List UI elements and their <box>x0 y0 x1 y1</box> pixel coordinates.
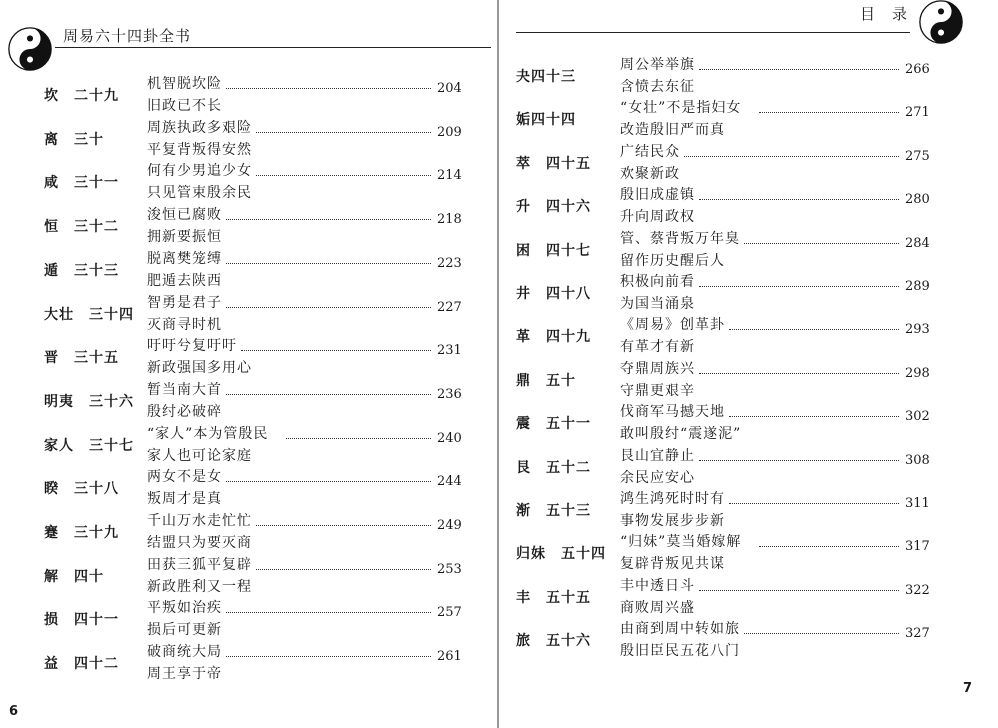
verse-line-1: 平叛如治疾 <box>147 600 222 617</box>
page-ref: 240 <box>437 430 462 446</box>
hexagram-title: 井 四十八 <box>516 286 591 302</box>
page-ref: 317 <box>905 539 930 555</box>
page-ref: 311 <box>905 496 930 511</box>
toc-entry <box>0 510 499 554</box>
verse-line-1: 广结民众 <box>620 143 680 160</box>
toc-entry <box>499 358 998 402</box>
header-rule <box>516 32 910 33</box>
page-ref: 231 <box>437 343 462 359</box>
dot-leader <box>729 503 899 504</box>
hexagram-title: 大壮 三十四 <box>44 306 134 323</box>
page-ref: 249 <box>437 518 462 533</box>
dot-leader <box>226 394 431 395</box>
verse-line-2: 灭商寻时机 <box>147 316 222 333</box>
page-number: 7 <box>963 681 973 696</box>
verse-line-2: 升向周政权 <box>620 209 695 226</box>
verse-line-1: 伐商军马撼天地 <box>620 404 725 421</box>
toc-entry <box>0 248 499 292</box>
verse-line-1: 暂当南大首 <box>147 381 222 398</box>
hexagram-title: 渐 五十三 <box>516 503 591 519</box>
toc-entry <box>0 641 499 685</box>
dot-leader <box>699 69 899 70</box>
toc-entry <box>0 423 499 467</box>
hexagram-title: 损 四十一 <box>44 612 119 629</box>
yin-yang-icon <box>8 27 52 71</box>
page-ref: 236 <box>437 386 462 402</box>
hexagram-title: 困 四十七 <box>516 242 591 259</box>
hexagram-title: 离 三十 <box>44 131 104 148</box>
dot-leader <box>699 460 899 461</box>
verse-line-2: 守鼎更艰辛 <box>620 382 695 399</box>
dot-leader <box>256 525 431 526</box>
verse-line-2: 含愤去东征 <box>620 79 695 95</box>
hexagram-title: 恒 三十二 <box>44 219 119 236</box>
page-ref: 308 <box>905 452 930 468</box>
hexagram-title: 归妹 五十四 <box>516 546 606 563</box>
hexagram-title: 革 四十九 <box>516 329 591 346</box>
verse-line-2: 事物发展步步新 <box>620 513 725 529</box>
header-rule <box>55 47 491 48</box>
hexagram-title: 睽 三十八 <box>44 481 119 498</box>
verse-line-2: 有革才有新 <box>620 339 695 356</box>
hexagram-title: 明夷 三十六 <box>44 393 134 410</box>
dot-leader <box>256 569 431 570</box>
verse-line-1: 机智脱坎险 <box>147 76 222 92</box>
dot-leader <box>699 199 899 200</box>
toc-entry <box>499 618 998 662</box>
dot-leader <box>759 546 899 547</box>
hexagram-title: 解 四十 <box>44 568 104 585</box>
verse-line-1: “归妹”莫当婚嫁解 <box>620 534 742 551</box>
verse-line-2: 余民应安心 <box>620 469 695 486</box>
verse-line-2: 为国当涌泉 <box>620 296 695 312</box>
dot-leader <box>729 416 899 417</box>
dot-leader <box>699 373 899 374</box>
hexagram-title: 旅 五十六 <box>516 633 591 650</box>
toc-entry <box>499 531 998 575</box>
verse-line-2: 商败周兴盛 <box>620 599 695 616</box>
dot-leader <box>729 329 899 330</box>
hexagram-title: 姤四十四 <box>516 112 576 129</box>
toc-entry <box>499 314 998 358</box>
verse-line-1: 田获三狐平复辟 <box>147 556 252 573</box>
dot-leader <box>684 156 899 157</box>
dot-leader <box>256 132 431 133</box>
verse-line-2: 留作历史醒后人 <box>620 252 725 269</box>
verse-line-1: 《周易》创革卦 <box>620 317 725 334</box>
verse-line-2: 欢聚新政 <box>620 165 680 182</box>
toc-entry <box>499 97 998 141</box>
verse-line-1: 积极向前看 <box>620 274 695 290</box>
toc-entry <box>0 554 499 598</box>
toc-entry <box>499 228 998 272</box>
verse-line-2: 复辟背叛见共谋 <box>620 556 725 573</box>
verse-line-2: 拥新要振恒 <box>147 229 222 246</box>
toc-entry <box>0 335 499 379</box>
toc-entry <box>499 488 998 532</box>
toc-entry <box>499 184 998 228</box>
page-ref: 209 <box>437 124 462 140</box>
hexagram-title: 鼎 五十 <box>516 372 576 389</box>
toc-entry <box>499 401 998 445</box>
page-ref: 271 <box>905 105 930 121</box>
dot-leader <box>226 307 431 308</box>
hexagram-title: 丰 五十五 <box>516 589 591 606</box>
dot-leader <box>226 656 431 657</box>
verse-line-2: 只见管束殷余民 <box>147 185 252 202</box>
dot-leader <box>241 350 431 351</box>
hexagram-title: 蹇 三十九 <box>44 525 119 541</box>
verse-line-1: 由商到周中转如旅 <box>620 621 740 638</box>
dot-leader <box>699 286 899 287</box>
verse-line-2: 平复背叛得安然 <box>147 141 252 158</box>
toc-entry <box>0 466 499 510</box>
page-ref: 322 <box>905 582 930 598</box>
verse-line-1: 破商统大局 <box>147 644 222 661</box>
page-ref: 257 <box>437 605 462 621</box>
toc-entry <box>0 379 499 423</box>
toc-entry <box>499 54 998 98</box>
verse-line-2: 殷旧臣民五花八门 <box>620 643 740 660</box>
dot-leader <box>226 263 431 264</box>
running-head: 目 录 <box>860 5 909 23</box>
page-ref: 261 <box>437 649 462 665</box>
verse-line-1: 吁吁兮复吁吁 <box>147 338 237 355</box>
verse-line-1: 鸿生鸿死时时有 <box>620 491 725 507</box>
toc-entry <box>0 160 499 204</box>
verse-line-1: 两女不是女 <box>147 469 222 486</box>
page-ref: 293 <box>905 322 930 338</box>
page-ref: 327 <box>905 626 930 642</box>
page-ref: 275 <box>905 148 930 164</box>
verse-line-2: 改造殷旧严而真 <box>620 122 725 139</box>
page-ref: 204 <box>437 81 462 96</box>
hexagram-title: 升 四十六 <box>516 199 591 216</box>
page-ref: 266 <box>905 62 930 77</box>
toc-entry <box>499 271 998 315</box>
verse-line-2: 敢叫殷纣“震遂泥” <box>620 426 742 443</box>
verse-line-2: 肥遁去陕西 <box>147 272 222 289</box>
page-ref: 302 <box>905 409 930 425</box>
running-head: 周易六十四卦全书 <box>63 27 192 45</box>
toc-entry <box>0 292 499 336</box>
verse-line-1: 夺鼎周族兴 <box>620 360 695 377</box>
hexagram-title: 家人 三十七 <box>44 437 134 454</box>
verse-line-2: 新政强国多用心 <box>147 360 252 377</box>
yin-yang-icon <box>919 0 963 44</box>
verse-line-1: 智勇是君子 <box>147 294 222 311</box>
page-ref: 214 <box>437 168 462 184</box>
verse-line-1: 脱离樊笼缚 <box>147 250 222 267</box>
toc-entry <box>0 204 499 248</box>
hexagram-title: 益 四十二 <box>44 656 119 673</box>
dot-leader <box>699 590 899 591</box>
verse-line-1: 周族执政多艰险 <box>147 119 252 136</box>
page-ref: 227 <box>437 299 462 315</box>
page-ref: 223 <box>437 255 462 271</box>
dot-leader <box>226 88 431 89</box>
dot-leader <box>744 633 899 634</box>
dot-leader <box>226 612 431 613</box>
verse-line-2: 周王享于帝 <box>147 666 222 683</box>
toc-entry <box>499 445 998 489</box>
verse-line-2: 结盟只为要灭商 <box>147 535 252 551</box>
page-ref: 289 <box>905 279 930 294</box>
verse-line-1: 殷旧成虚镇 <box>620 187 695 204</box>
page-ref: 244 <box>437 474 462 490</box>
hexagram-title: 咸 三十一 <box>44 175 119 192</box>
verse-line-2: 损后可更新 <box>147 622 222 639</box>
verse-line-1: 艮山宜静止 <box>620 447 695 464</box>
verse-line-1: 千山万水走忙忙 <box>147 513 252 529</box>
right-page <box>499 0 998 728</box>
hexagram-title: 遁 三十三 <box>44 262 119 279</box>
dot-leader <box>744 243 899 244</box>
page-ref: 298 <box>905 365 930 381</box>
verse-line-1: 管、蔡背叛万年臭 <box>620 230 740 247</box>
hexagram-title: 震 五十一 <box>516 416 591 433</box>
page-ref: 218 <box>437 212 462 228</box>
toc-entry <box>499 575 998 619</box>
verse-line-1: 浚恒已腐败 <box>147 207 222 224</box>
dot-leader <box>759 112 899 113</box>
toc-entry <box>0 73 499 117</box>
page-ref: 280 <box>905 192 930 208</box>
hexagram-title: 夬四十三 <box>516 69 576 85</box>
verse-line-1: 周公举举旗 <box>620 57 695 73</box>
dot-leader <box>286 438 431 439</box>
hexagram-title: 坎 二十九 <box>44 88 119 104</box>
hexagram-title: 艮 五十二 <box>516 459 591 476</box>
dot-leader <box>256 175 431 176</box>
toc-entry <box>0 597 499 641</box>
verse-line-2: 殷纣必破碎 <box>147 403 222 420</box>
verse-line-1: 何有少男追少女 <box>147 163 252 180</box>
verse-line-1: “女壮”不是指妇女 <box>620 100 742 117</box>
toc-entry <box>499 141 998 185</box>
verse-line-2: 家人也可论家庭 <box>147 447 252 464</box>
page-ref: 284 <box>905 235 930 251</box>
verse-line-1: “家人”本为管殷民 <box>147 425 269 442</box>
hexagram-title: 晋 三十五 <box>44 350 119 367</box>
toc-entry <box>0 117 499 161</box>
hexagram-title: 萃 四十五 <box>516 155 591 172</box>
dot-leader <box>226 219 431 220</box>
verse-line-2: 叛周才是真 <box>147 491 222 508</box>
page-ref: 253 <box>437 561 462 577</box>
dot-leader <box>226 481 431 482</box>
verse-line-2: 旧政已不长 <box>147 98 222 114</box>
page-number: 6 <box>9 704 19 719</box>
verse-line-1: 丰中透日斗 <box>620 577 695 594</box>
verse-line-2: 新政胜利又一程 <box>147 578 252 595</box>
